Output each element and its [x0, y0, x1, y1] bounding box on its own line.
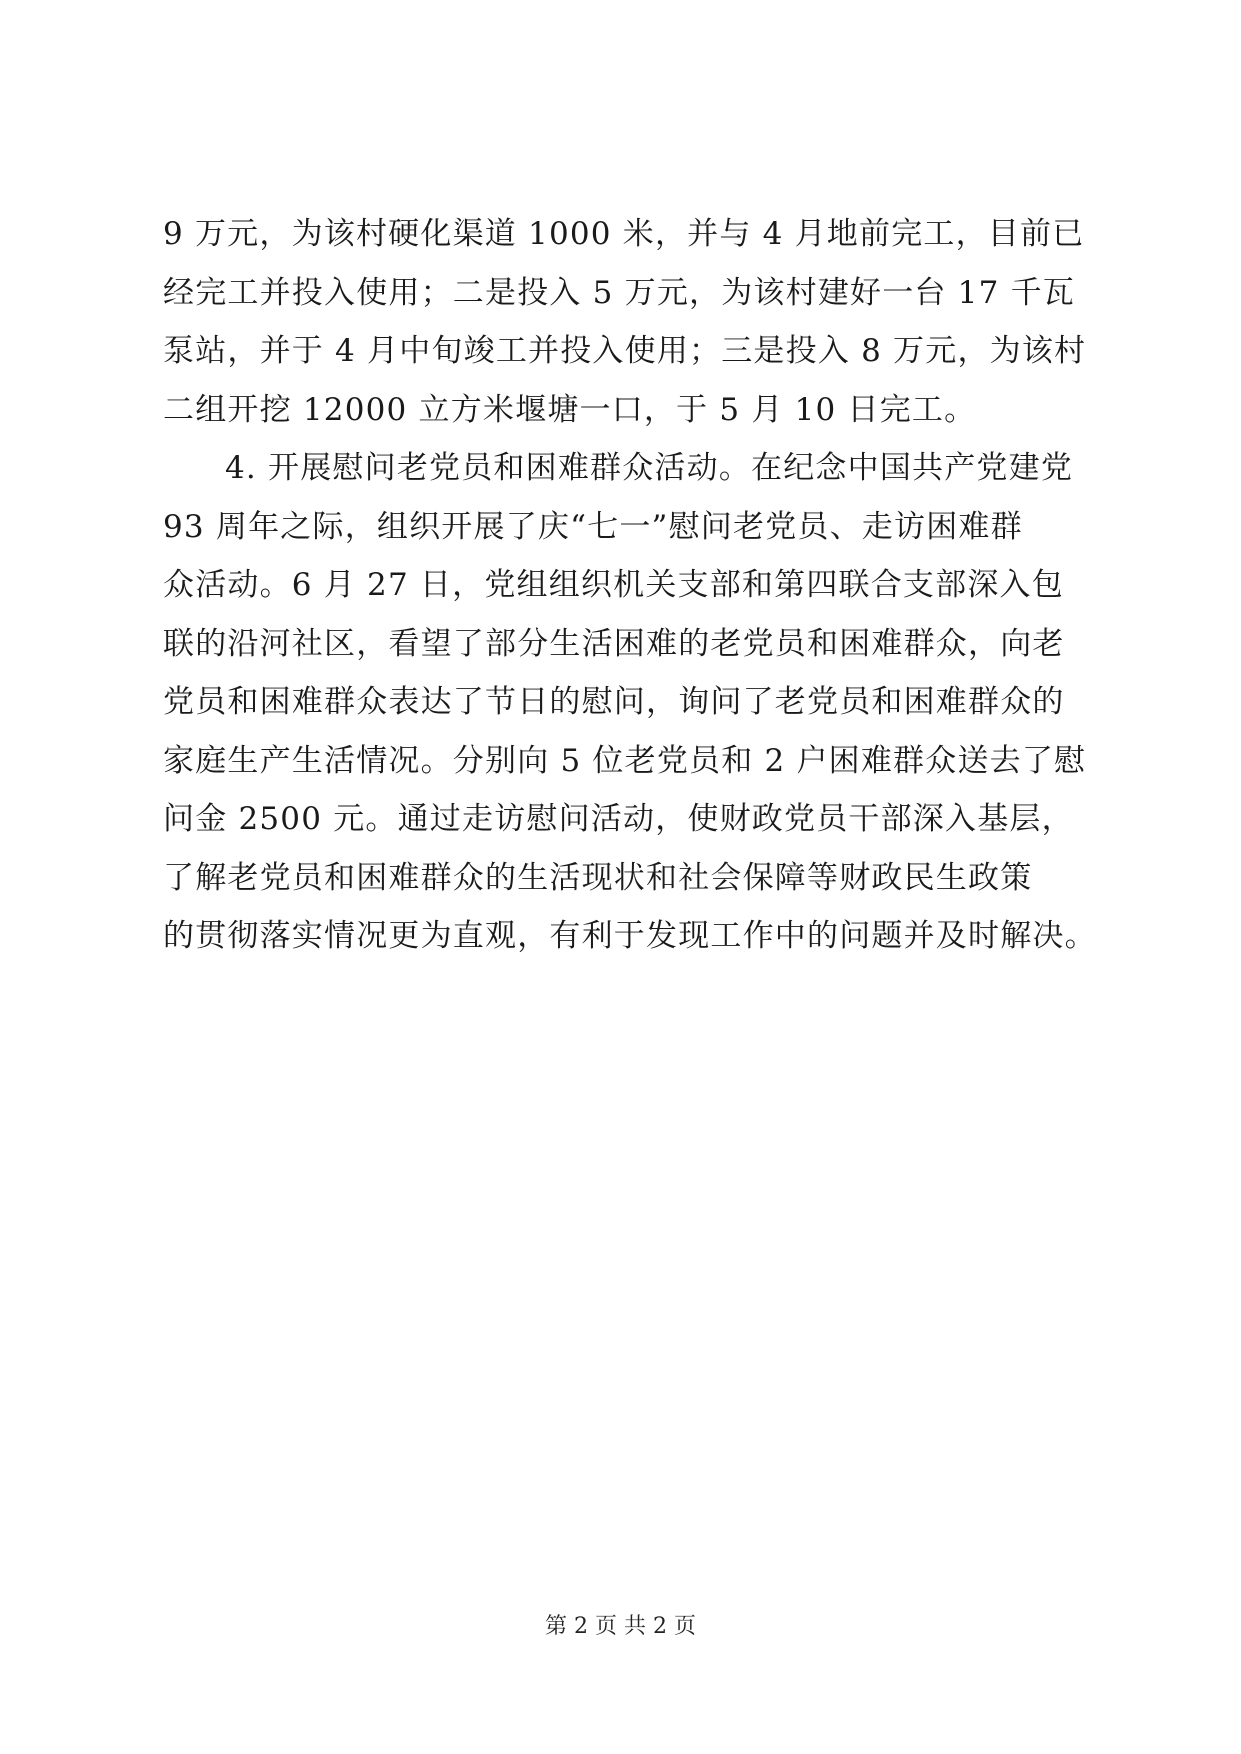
text-line: 4. 开展慰问老党员和困难群众活动。在纪念中国共产党建党	[225, 450, 1074, 486]
paragraph-4	[163, 439, 1097, 966]
text-line: 二组开挖 12000 立方米堰塘一口，于 5 月 10 日完工。	[163, 391, 977, 428]
page-number-footer: 第 2 页 共 2 页	[545, 1614, 696, 1639]
text-line: 的贯彻落实情况更为直观，有利于发现工作中的问题并及时解决。	[163, 918, 1097, 954]
document-body	[163, 205, 1097, 966]
text-line: 联的沿河社区，看望了部分生活困难的老党员和困难群众，向老	[163, 625, 1065, 662]
text-line: 93 周年之际，组织开展了庆“七一”慰问老党员、走访困难群	[163, 508, 1023, 545]
text-line: 众活动。6 月 27 日，党组组织机关支部和第四联合支部深入包	[163, 567, 1064, 603]
text-line: 家庭生产生活情况。分别向 5 位老党员和 2 户困难群众送去了慰	[163, 742, 1087, 779]
text-line: 党员和困难群众表达了节日的慰问，询问了老党员和困难群众的	[163, 684, 1065, 720]
text-line: 9 万元，为该村硬化渠道 1000 米，并与 4 月地前完工，目前已	[163, 216, 1085, 252]
text-line: 经完工并投入使用；二是投入 5 万元，为该村建好一台 17 千瓦	[163, 274, 1075, 311]
text-line: 泵站，并于 4 月中旬竣工并投入使用；三是投入 8 万元，为该村	[163, 333, 1087, 369]
paragraph-continued	[163, 205, 1087, 439]
text-line: 问金 2500 元。通过走访慰问活动，使财政党员干部深入基层，	[163, 801, 1074, 837]
text-line: 了解老党员和困难群众的生活现状和社会保障等财政民生政策	[163, 859, 1033, 896]
